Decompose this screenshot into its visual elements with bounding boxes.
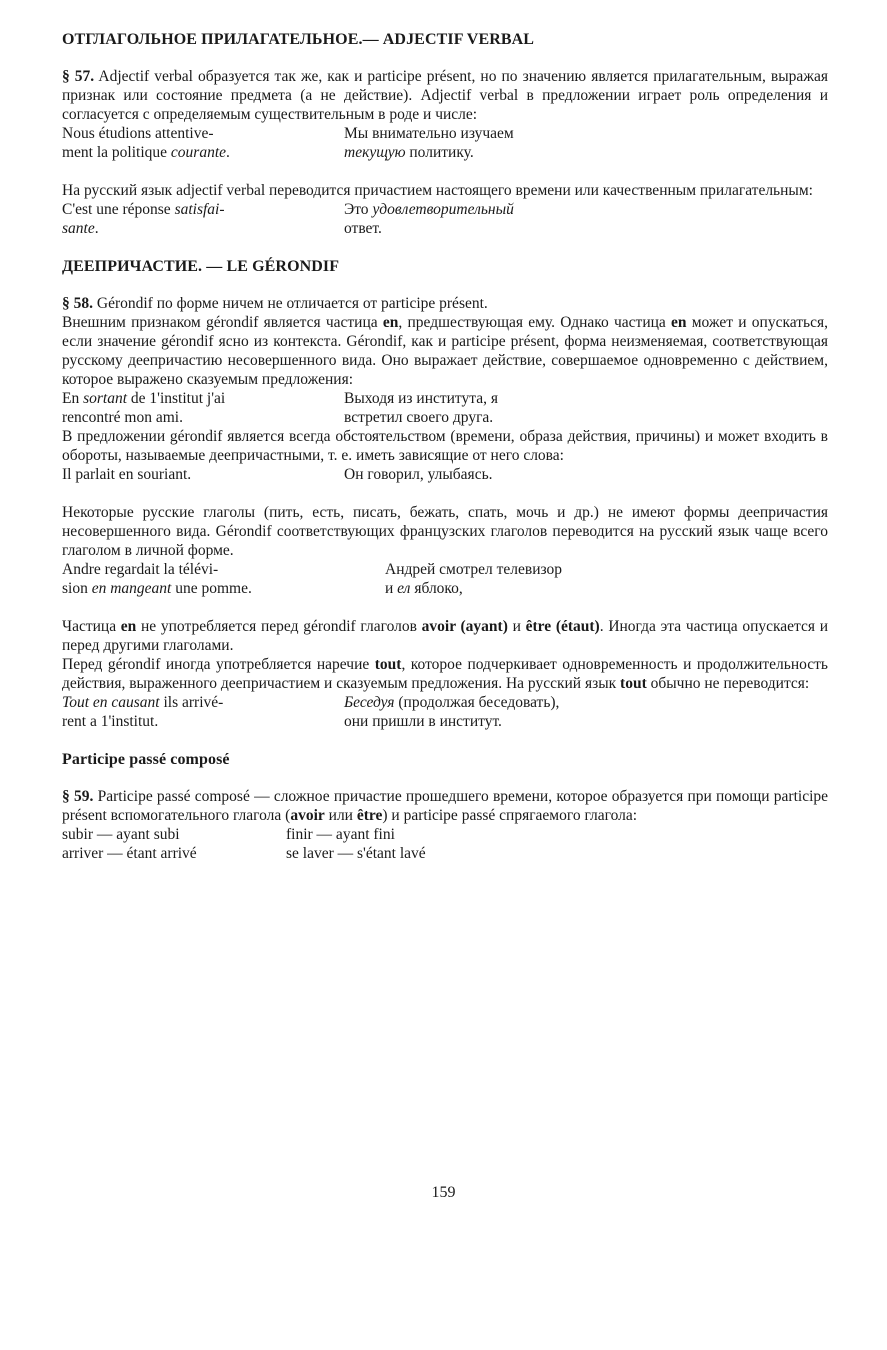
example-satisfaisante: C'est une réponse satisfai- Это удовлетворительный sante. ответ.	[62, 201, 514, 237]
paragraph-translation: На русский язык adjectif verbal переводится причастием настоящего времени или качественным прилагательным:	[62, 182, 813, 199]
paragraph-59: § 59. Participe passé composé — сложное причастие прошедшего времени, которое образуется при помощи participe présent вспомогательного глагола (avoir или être) и participe passé спрягаемого глагола:	[62, 788, 829, 824]
example-courante: Nous étudions attentive- Мы внимательно изучаем ment la politique courante. текущую политику.	[62, 125, 514, 161]
paragraph-gerondif-en: Внешним признаком gérondif является частица en, предшествующая ему. Однако частица en может и опускаться, если значение gérondif ясно из контекста. Gérondif, как и participe présent, форма неизменяемая, соответствующая русскому деепричастию несовершенного вида. Оно выражает действие, совершаемое одновременно с действием, которое выражено сказуемым предложения:	[62, 314, 828, 388]
page-number: 159	[431, 1184, 456, 1201]
section-title-gerondif: ДЕЕПРИЧАСТИЕ. — LE GÉRONDIF	[62, 258, 340, 275]
example-souriant: Il parlait en souriant. Он говорил, улыбаясь.	[62, 466, 493, 483]
example-sortant: En sortant de 1'institut j'ai Выходя из института, я rencontré mon ami. встретил своего друга.	[62, 390, 498, 426]
section-title-participe-passe: Participe passé composé	[62, 751, 230, 768]
example-causant: Tout en causant ils arrivé- Беседуя (продолжая беседовать), rent a 1'institut. они пришли в институт.	[62, 694, 560, 730]
paragraph-avoir-etre: Частица en не употребляется перед gérondif глаголов avoir (ayant) и être (étaut). Иногда эта частица опускается и перед другими глаголами.	[62, 618, 829, 654]
paragraph-russian-verbs: Некоторые русские глаголы (пить, есть, писать, бежать, спать, мочь и др.) не имеют формы деепричастия несовершенного вида. Gérondif соответствующих французских глаголов переводится на русский язык чаще всего глаголом в личной форме.	[62, 504, 828, 559]
paragraph-57: § 57. Adjectif verbal образуется так же, как и participe présent, но по значению является прилагательным, выражая признак или состояние предмета (а не действие). Adjectif verbal в предложении играет роль определения и согласуется с определяемым существительным в роде и числе:	[62, 68, 828, 123]
example-conjugations: subir — ayant subi finir — ayant fini arriver — étant arrivé se laver — s'étant lavé	[62, 826, 426, 862]
paragraph-58: § 58. Gérondif по форме ничем не отличается от participe présent.	[62, 295, 488, 312]
page-content	[62, 30, 828, 863]
example-mangeant: Andre regardait la télévi- Андрей смотрел телевизор sion en mangeant une pomme. и ел яблоко,	[62, 561, 563, 597]
paragraph-tout: Перед gérondif иногда употребляется наречие tout, которое подчеркивает одновременность и продолжительность действия, выраженного деепричастием и сказуемым предложения. На русский язык tout обычно не переводится:	[62, 656, 828, 692]
section-title-adjectif-verbal: ОТГЛАГОЛЬНОЕ ПРИЛАГАТЕЛЬНОЕ.— ADJECTIF VERBAL	[62, 31, 535, 48]
section-number: § 57.	[62, 68, 95, 85]
paragraph-circumstance: В предложении gérondif является всегда обстоятельством (времени, образа действия, причины) и может входить в обороты, называемые деепричастными, т. е. иметь зависящие от него слова:	[62, 428, 828, 464]
